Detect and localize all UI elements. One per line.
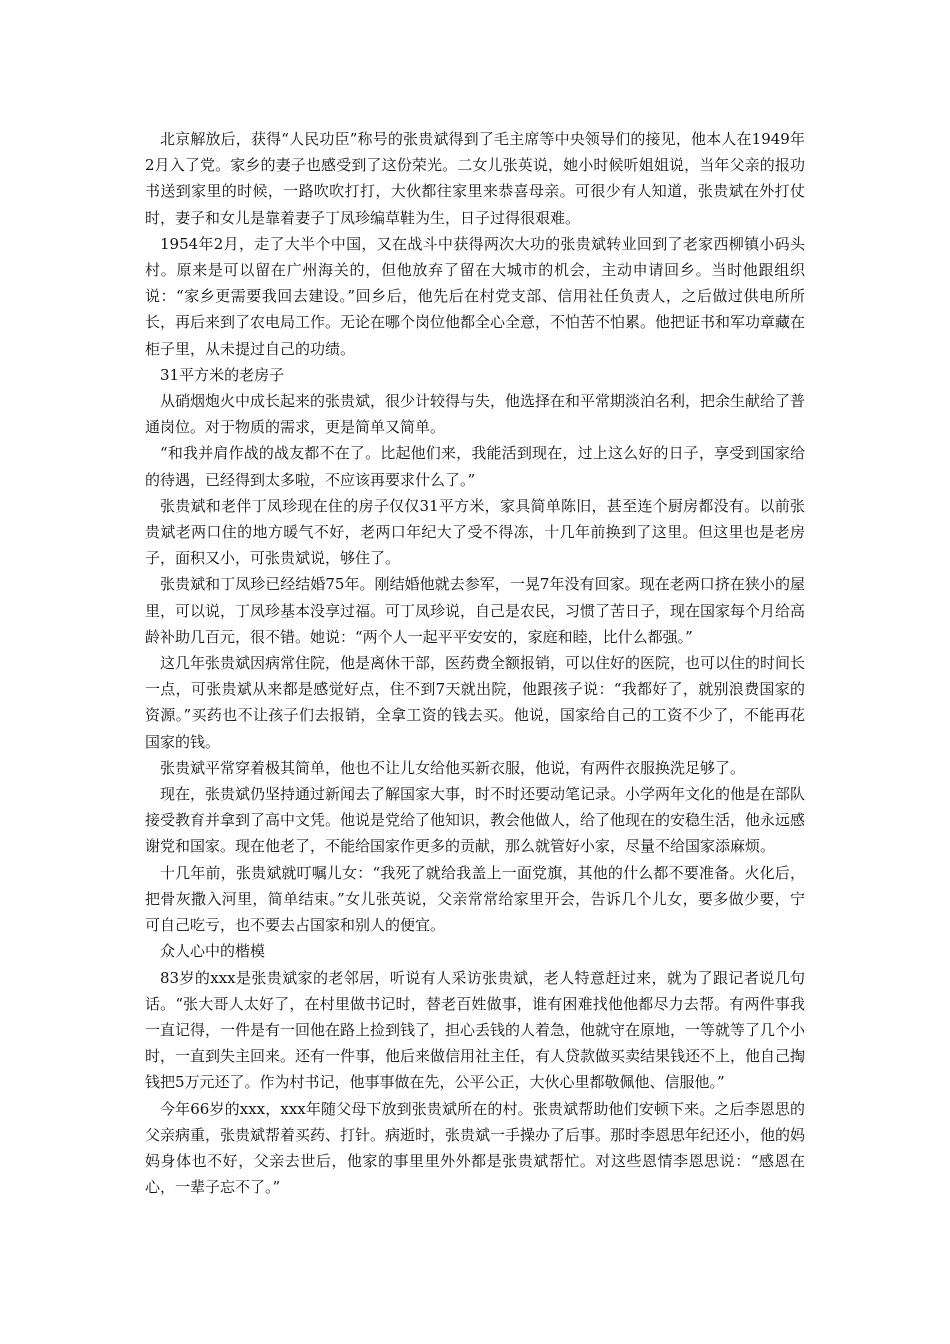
paragraph: 十几年前，张贵斌就叮嘱儿女：“我死了就给我盖上一面党旗，其他的什么都不要准备。火化后，把骨灰撒入河里，简单结束。”女儿张英说，父亲常常给家里开会，告诉几个儿女，要多做少要，宁可自己吃亏，也不要去占国家和别人的便宜。 bbox=[145, 863, 805, 935]
paragraph: 张贵斌和老伴丁凤珍现在住的房子仅仅31平方米，家具简单陈旧，甚至连个厨房都没有。以前张贵斌老两口住的地方暖气不好，老两口年纪大了受不得冻，十几年前换到了这里。但这里也是老房子，面积又小，可张贵斌说，够住了。 bbox=[145, 496, 805, 568]
section-heading: 31平方米的老房子 bbox=[160, 365, 285, 384]
paragraph: 现在，张贵斌仍坚持通过新闻去了解国家大事，时不时还要动笔记录。小学两年文化的他是在部队接受教育并拿到了高中文凭。他说是党给了他知识，教会他做人，给了他现在的安稳生活，他永远感谢党和国家。现在他老了，不能给国家作更多的贡献，那么就管好小家，尽量不给国家添麻烦。 bbox=[145, 785, 806, 856]
paragraph: 今年66岁的xxx，xxx年随父母下放到张贵斌所在的村。张贵斌帮助他们安顿下来。之后李恩思的父亲病重，张贵斌帮着买药、打针。病逝时，张贵斌一手操办了后事。那时李恩思年纪还小，他的妈妈身体也不好，父亲去世后，他家的事里里外外都是张贵斌帮忙。对这些恩情李恩思说：“感恩在心，一辈子忘不了。” bbox=[145, 1099, 806, 1197]
paragraph: “和我并肩作战的战友都不在了。比起他们来，我能活到现在，过上这么好的日子，享受到国家给的待遇，已经得到太多啦，不应该再要求什么了。” bbox=[145, 444, 805, 489]
paragraph: 北京解放后，获得“人民功臣”称号的张贵斌得到了毛主席等中央领导们的接见，他本人在1949年2月入了党。家乡的妻子也感受到了这份荣光。二女儿张英说，她小时候听姐姐说，当年父亲的报功书送到家里的时候，一路吹吹打打，大伙都往家里来恭喜母亲。可很少有人知道，张贵斌在外打仗时，妻子和女儿是靠着妻子丁凤珍编草鞋为生，日子过得很艰难。 bbox=[145, 130, 805, 227]
paragraph: 张贵斌和丁凤珍已经结婚75年。刚结婚他就去参军，一晃7年没有回家。现在老两口挤在狭小的屋里，可以说，丁凤珍基本没享过福。可丁凤珍说，自己是农民，习惯了苦日子，现在国家每个月给高龄补助几百元，很不错。她说：“两个人一起平平安安的，家庭和睦，比什么都强。” bbox=[145, 575, 806, 646]
paragraph: 83岁的xxx是张贵斌家的老邻居，听说有人采访张贵斌，老人特意赶过来，就为了跟记者说几句话。“张大哥人太好了，在村里做书记时，替老百姓做事，谁有困难找他他都尽力去帮。有两件事我一直记得，一件是有一回他在路上捡到钱了，担心丢钱的人着急，他就守在原地，一等就等了几个小时，一直到失主回来。还有一件事，他后来做信用社主任，有人贷款做买卖结果钱还不上，他自己掏钱把5万元还了。作为村书记，他事事做在先，公平公正，大伙心里都敬佩他、信服他。” bbox=[145, 968, 806, 1092]
paragraph: 从硝烟炮火中成长起来的张贵斌，很少计较得与失，他选择在和平常期淡泊名利，把余生献给了普通岗位。对于物质的需求，更是简单又简单。 bbox=[145, 392, 806, 437]
paragraph: 张贵斌平常穿着极其简单，他也不让儿女给他买新衣服，他说，有两件衣服换洗足够了。 bbox=[160, 758, 746, 777]
document-body bbox=[145, 126, 805, 1200]
paragraph: 1954年2月，走了大半个中国，又在战斗中获得两次大功的张贵斌转业回到了老家西柳镇小码头村。原来是可以留在广州海关的，但他放弃了留在大城市的机会，主动申请回乡。当时他跟组织说：“家乡更需要我回去建设。”回乡后，他先后在村党支部、信用社任负责人，之后做过供电所所长，再后来到了农电局工作。无论在哪个岗位他都全心全意，不怕苦不怕累。他把证书和军功章藏在柜子里，从未提过自己的功绩。 bbox=[145, 234, 806, 358]
section-heading: 众人心中的楷模 bbox=[160, 942, 266, 961]
paragraph: 这几年张贵斌因病常住院，他是离休干部，医药费全额报销，可以住好的医院，也可以住的时间长一点，可张贵斌从来都是感觉好点，住不到7天就出院，他跟孩子说：“我都好了，就别浪费国家的资源。”买药也不让孩子们去报销，全拿工资的钱去买。他说，国家给自己的工资不少了，不能再花国家的钱。 bbox=[145, 654, 806, 751]
